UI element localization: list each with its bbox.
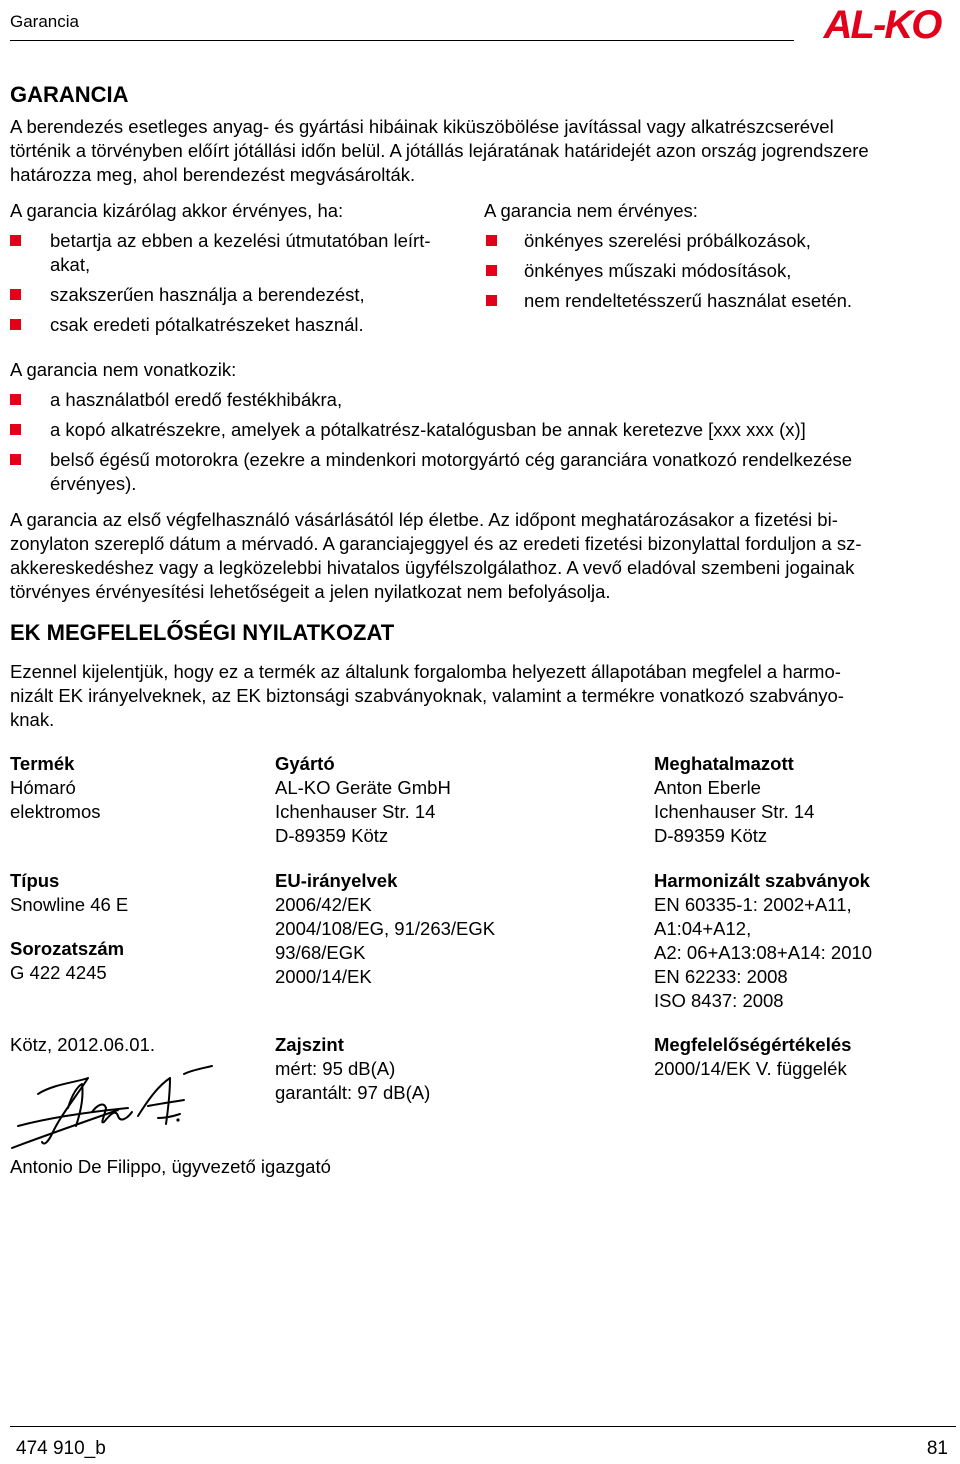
directives-block: EU-irányelvek 2006/42/EK 2004/108/EG, 91/263/EGK 93/68/EGK 2000/14/EK [275,870,496,987]
manufacturer-block: Gyártó AL-KO Geräte GmbH Ichenhauser Str. 14 D-89359 Kötz [275,753,451,846]
intro-line: határozza meg, ahol berendezést megvásárolták. [10,164,416,185]
bullet-square-icon [10,235,21,246]
warranty-closing [10,508,956,604]
header-rule [10,40,794,41]
serial-label: Sorozatszám [10,938,125,959]
date-place: Kötz, 2012.06.01. [10,1034,156,1055]
list-item: szakszerűen használja a berendezést, [10,283,365,307]
warranty-heading: GARANCIA [10,82,129,107]
signatory-name: Antonio De Filippo, ügyvezető igazgató [10,1156,331,1177]
noise-label: Zajszint [275,1034,344,1055]
declaration-line: knak. [10,709,55,730]
list-item: önkényes műszaki módosítások, [486,259,791,283]
declaration-line: nizált EK irányelveknek, az EK biztonsági szabványoknak, valamint a termékre vonatkozó szabványo- [10,685,844,706]
closing-line: akkereskedéshez vagy a legközelebbi hivatalos ügyfélszolgálathoz. A vevő eladóval szembeni jogainak [10,557,855,578]
bullet-square-icon [10,454,21,465]
alko-logo [808,4,956,44]
serial-block: Sorozatszám G 422 4245 [10,938,125,983]
exclusions-heading: A garancia nem vonatkozik: [10,359,237,380]
bullet-square-icon [10,289,21,300]
list-item: önkényes szerelési próbálkozások, [486,229,811,253]
invalid-list [486,229,946,319]
bullet-square-icon [486,265,497,276]
svg-text:AL-KO: AL-KO [823,4,941,44]
bullet-square-icon [486,295,497,306]
declaration-line: Ezennel kijelentjük, hogy ez a termék az általunk forgalomba helyezett állapotában megfelel a harmo- [10,661,841,682]
representative-label: Meghatalmazott [654,753,794,774]
bullet-square-icon [10,319,21,330]
product-label: Termék [10,753,75,774]
intro-line: A berendezés esetleges anyag- és gyártási hibáinak kiküszöbölése javítással vagy alkatrészcserével [10,116,834,137]
intro-line: történik a törvényben előírt jótállási időn belül. A jótállás lejáratának határidejét azon ország jogrendszere [10,140,869,161]
standards-block: Harmonizált szabványok EN 60335-1: 2002+A11, A1:04+A12, A2: 06+A13:08+A14: 2010 EN 62233: 2008 ISO 8437: 2008 [654,870,873,1011]
signature-image [8,1064,218,1154]
product-block: Termék Hómaró elektromos [10,753,101,822]
closing-line: zonylaton szereplő dátum a mérvadó. A garanciajeggyel és az eredeti fizetési bizonylattal forduljon a sz- [10,533,862,554]
closing-line: A garancia az első végfelhasználó vásárlásától lép életbe. Az időpont meghatározásakor a fizetési bi- [10,509,838,530]
valid-list [10,229,480,339]
list-item: a kopó alkatrészekre, amelyek a pótalkatrész-katalógusban be annak keretezve [xxx xxx (x)] [10,418,806,442]
type-block: Típus Snowline 46 E [10,870,129,915]
bullet-square-icon [486,235,497,246]
bullet-square-icon [10,424,21,435]
declaration-text [10,660,956,732]
declaration-heading: EK MEGFELELŐSÉGI NYILATKOZAT [10,620,395,645]
directives-label: EU-irányelvek [275,870,398,891]
assessment-label: Megfelelőségértékelés [654,1034,852,1055]
exclusions-list [10,388,956,498]
noise-block: Zajszint mért: 95 dB(A) garantált: 97 dB(A) [275,1034,431,1103]
list-item: belső égésű motorokra (ezekre a mindenkori motorgyártó cég garanciára vonatkozó rendelkezése érvényes). [10,448,852,496]
valid-heading: A garancia kizárólag akkor érvényes, ha: [10,200,344,221]
standards-label: Harmonizált szabványok [654,870,870,891]
list-item: betartja az ebben a kezelési útmutatóban leírt- akat, [10,229,431,277]
type-label: Típus [10,870,60,891]
page-header-title: Garancia [10,12,79,31]
closing-line: törvényes érvényesítési lehetőségeit a jelen nyilatkozat nem befolyásolja. [10,581,611,602]
representative-block: Meghatalmazott Anton Eberle Ichenhauser Str. 14 D-89359 Kötz [654,753,815,846]
list-item: a használatból eredő festékhibákra, [10,388,342,412]
manufacturer-label: Gyártó [275,753,335,774]
list-item: nem rendeltetésszerű használat esetén. [486,289,852,313]
warranty-intro [10,115,956,187]
page-number: 81 [926,1438,948,1459]
invalid-heading: A garancia nem érvényes: [484,200,698,221]
document-number: 474 910_b [16,1438,106,1459]
list-item: csak eredeti pótalkatrészeket használ. [10,313,364,337]
bullet-square-icon [10,394,21,405]
assessment-block: Megfelelőségértékelés 2000/14/EK V. függelék [654,1034,852,1079]
footer-rule [10,1426,956,1427]
